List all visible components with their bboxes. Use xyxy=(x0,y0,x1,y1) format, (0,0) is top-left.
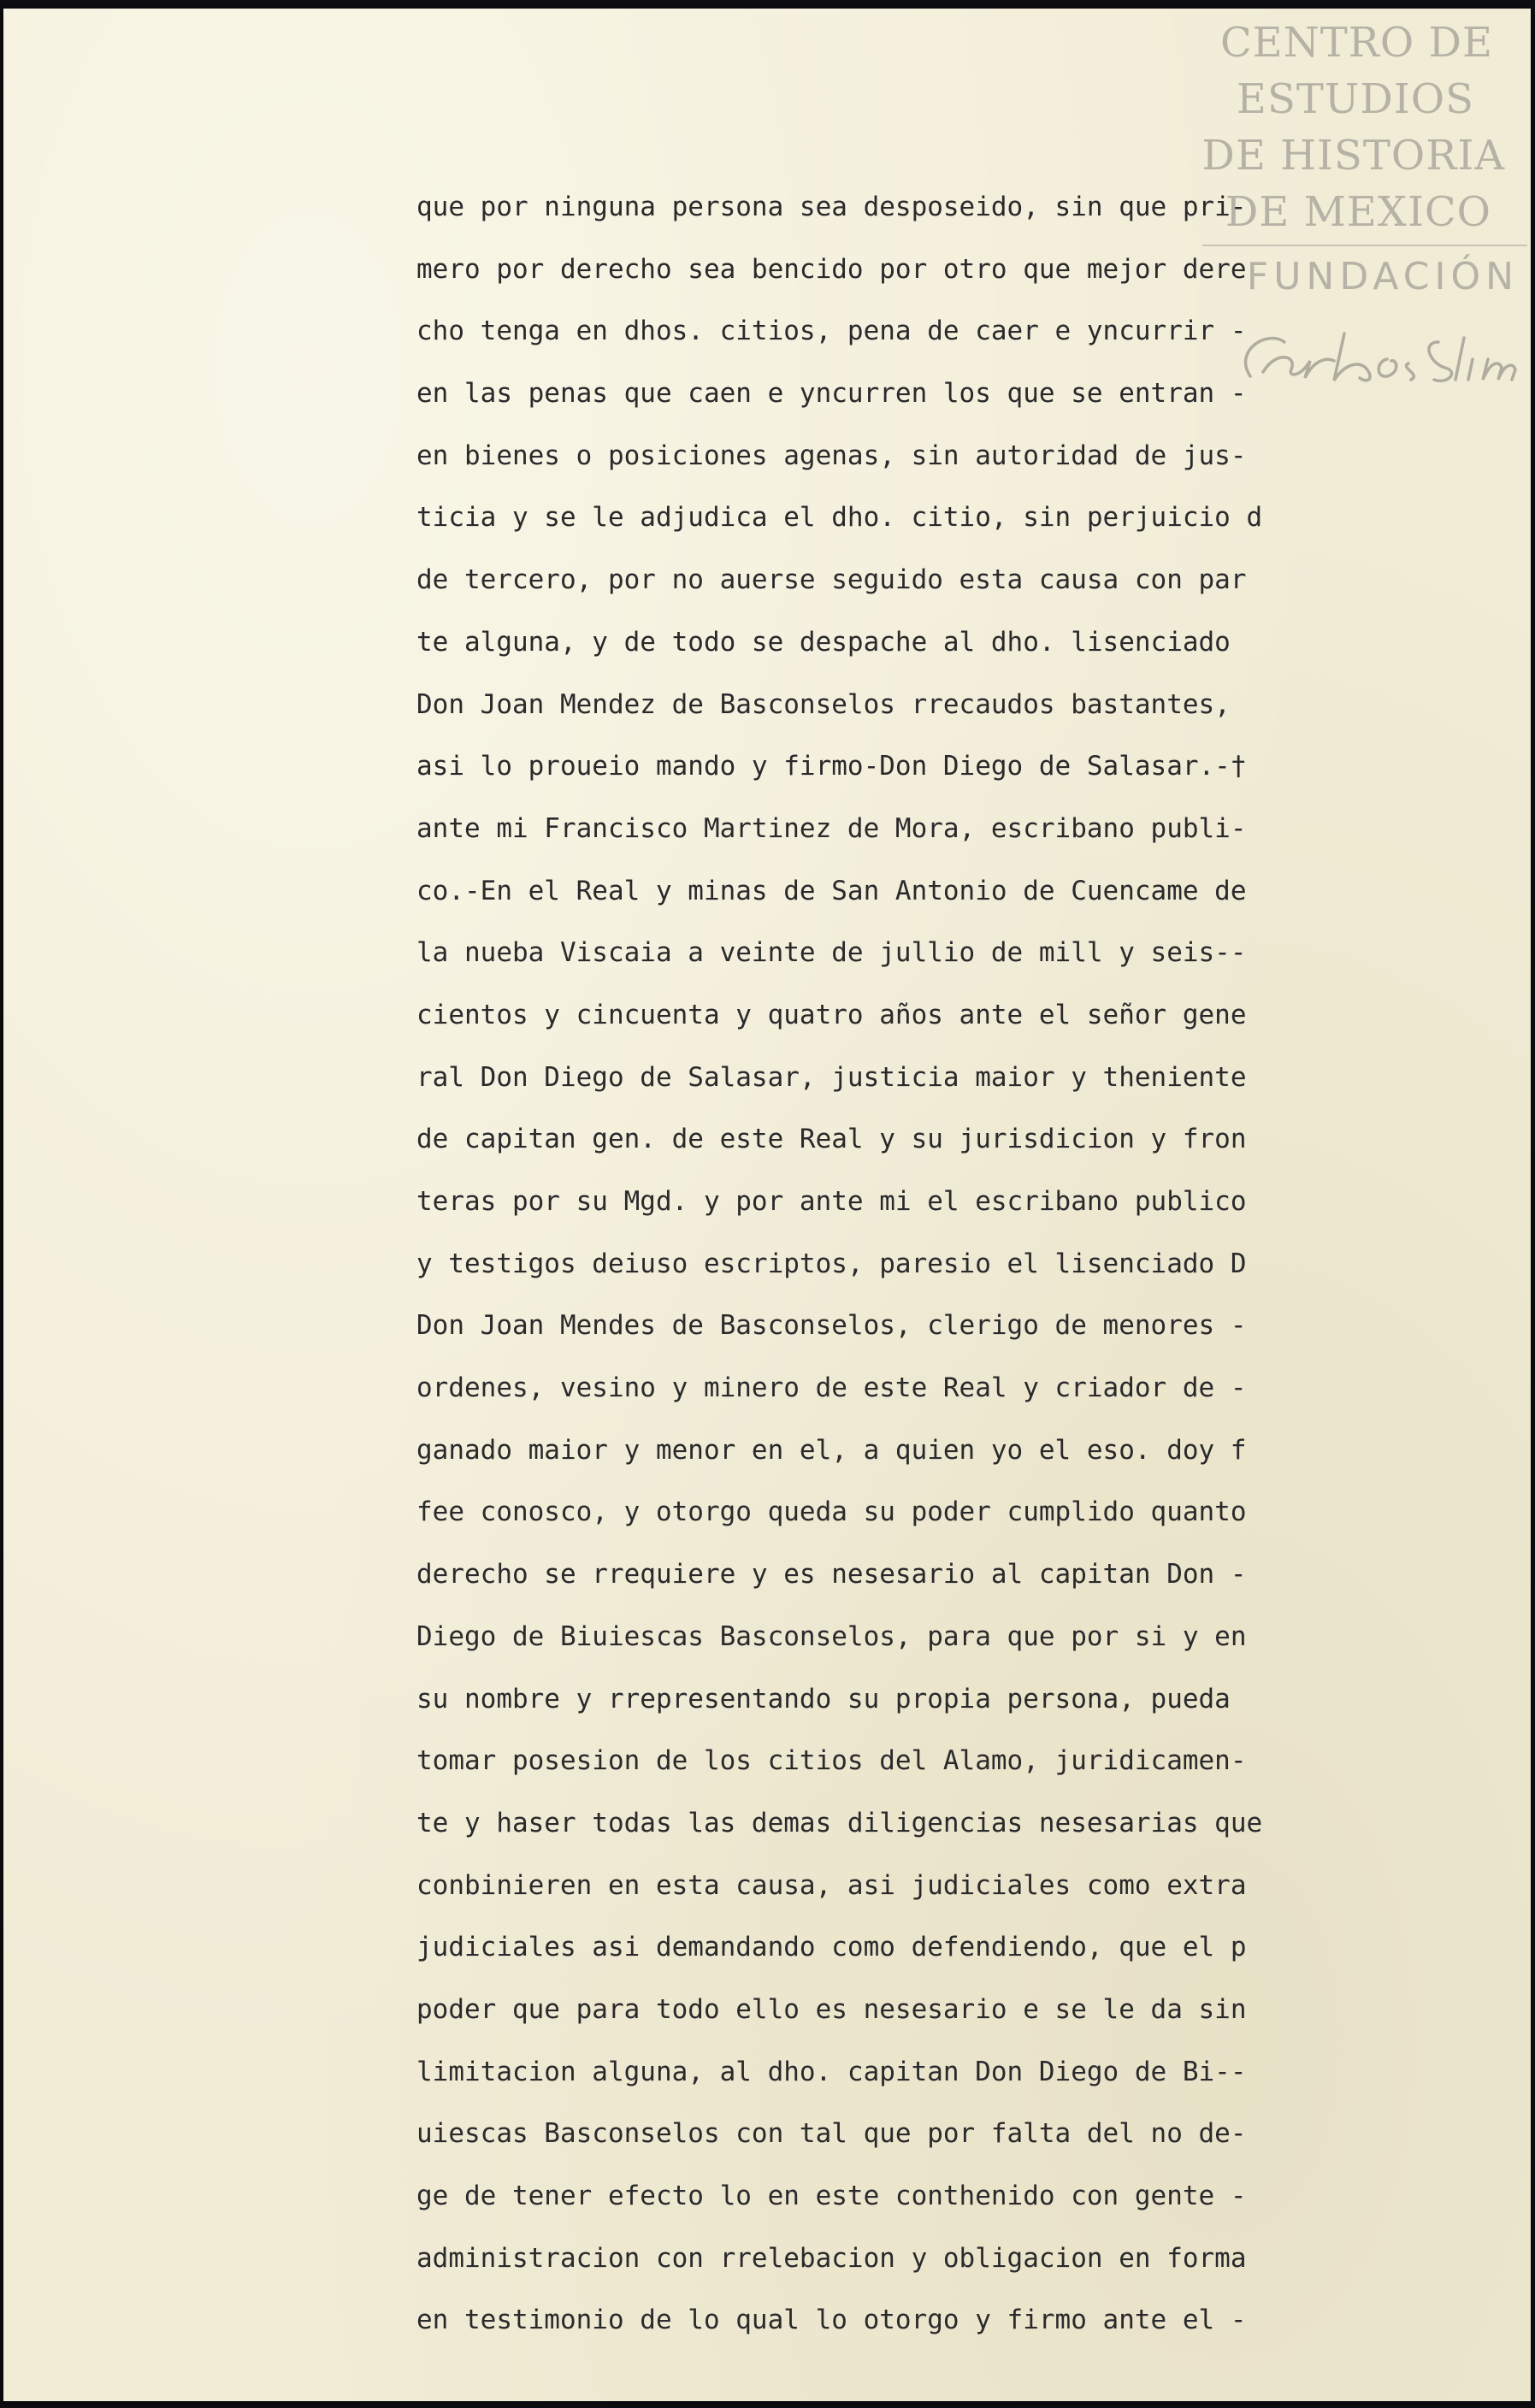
text-line: judiciales asi demandando como defendiendo, que el p xyxy=(416,1932,1247,1963)
text-line: uiescas Basconselos con tal que por falta del no de- xyxy=(416,2118,1247,2150)
watermark-line: CENTRO DE xyxy=(1219,19,1493,67)
text-line: asi lo proueio mando y firmo-Don Diego de Salasar.-† xyxy=(416,751,1247,782)
text-line: en las penas que caen e yncurren los que se entran - xyxy=(416,378,1247,410)
text-line: co.-En el Real y minas de San Antonio de Cuencame de xyxy=(416,875,1247,906)
text-line: administracion con rrelebacion y obligacion en forma xyxy=(416,2242,1247,2274)
text-line: en testimonio de lo qual lo otorgo y firmo ante el - xyxy=(416,2305,1247,2336)
text-line: cho tenga en dhos. citios, pena de caer e yncurrir - xyxy=(416,316,1247,347)
text-line: fee conosco, y otorgo queda su poder cumplido quanto xyxy=(416,1496,1247,1528)
text-line: en bienes o posiciones agenas, sin autoridad de jus- xyxy=(416,440,1247,471)
text-line: te alguna, y de todo se despache al dho. lisenciado xyxy=(416,626,1231,658)
watermark-line: DE MEXICO xyxy=(1225,188,1491,236)
text-line: ge de tener efecto lo en este conthenido con gente - xyxy=(416,2181,1247,2211)
text-line: te y haser todas las demas diligencias nesesarias que xyxy=(416,1807,1263,1838)
text-line: de capitan gen. de este Real y su jurisdicion y fron xyxy=(416,1124,1247,1155)
text-line: poder que para todo ello es nesesario e se le da sin xyxy=(416,1993,1247,2025)
text-line: limitacion alguna, al dho. capitan Don Diego de Bi-- xyxy=(416,2056,1247,2087)
text-line: ticia y se le adjudica el dho. citio, sin perjuicio d xyxy=(416,502,1263,534)
text-line: la nueba Viscaia a veinte de jullio de mill y seis-- xyxy=(416,937,1247,969)
watermark-line: ESTUDIOS xyxy=(1236,75,1474,123)
text-line: ante mi Francisco Martinez de Mora, escribano publi- xyxy=(416,812,1247,844)
document-page xyxy=(3,9,1531,2401)
watermark-line: FUNDACIÓN xyxy=(1246,255,1519,298)
text-line: Don Joan Mendes de Basconselos, clerigo de menores - xyxy=(416,1310,1247,1342)
watermark-line: DE HISTORIA xyxy=(1201,132,1505,180)
text-line: de tercero, por no auerse seguido esta causa con par xyxy=(416,564,1247,596)
text-line: derecho se rrequiere y es nesesario al capitan Don - xyxy=(416,1559,1247,1591)
text-line: ganado maior y menor en el, a quien yo el eso. doy f xyxy=(416,1434,1247,1466)
text-line: Don Joan Mendez de Basconselos rrecaudos bastantes, xyxy=(416,688,1231,720)
text-line: cientos y cincuenta y quatro años ante el señor gene xyxy=(416,999,1247,1030)
text-line: su nombre y rrepresentando su propia persona, pueda xyxy=(416,1683,1231,1715)
text-line: tomar posesion de los citios del Alamo, juridicamen- xyxy=(416,1745,1247,1777)
text-line: que por ninguna persona sea desposeido, sin que pri- xyxy=(416,192,1247,222)
text-line: ral Don Diego de Salasar, justicia maior y theniente xyxy=(416,1061,1247,1093)
text-line: teras por su Mgd. y por ante mi el escribano publico xyxy=(416,1186,1247,1217)
transcription-text xyxy=(416,176,1417,2352)
text-line: Diego de Biuiescas Basconselos, para que por si y en xyxy=(416,1620,1247,1652)
text-line: mero por derecho sea bencido por otro que mejor dere xyxy=(416,253,1247,285)
text-line: ordenes, vesino y minero de este Real y criador de - xyxy=(416,1372,1247,1404)
text-line: y testigos deiuso escriptos, paresio el lisenciado D xyxy=(416,1248,1247,1279)
text-line: conbinieren en esta causa, asi judiciales como extra xyxy=(416,1869,1247,1901)
